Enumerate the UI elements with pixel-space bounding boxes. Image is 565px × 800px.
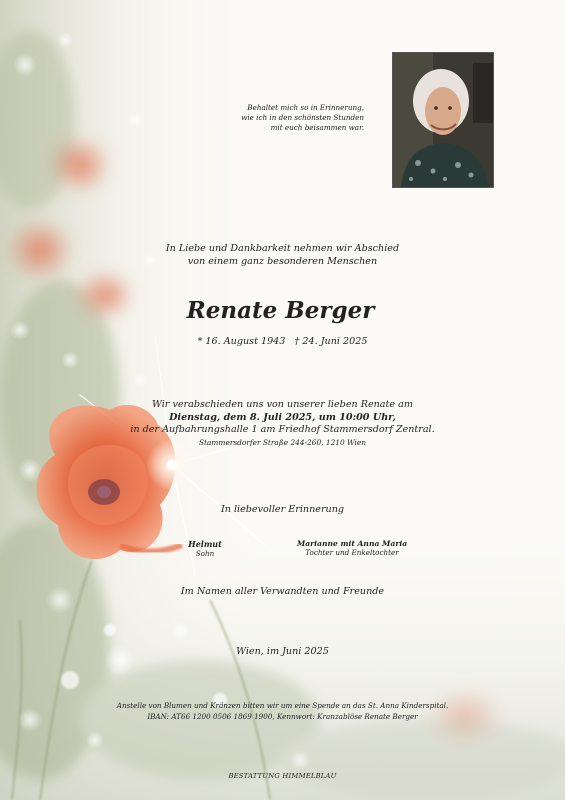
ceremony-location: in der Aufbahrungshalle 1 am Friedhof Stammersdorf Zentral. bbox=[130, 424, 435, 435]
motto-line: mit euch beisammen war. bbox=[270, 123, 364, 132]
mourner-relation: Tochter und Enkeltochter bbox=[305, 548, 399, 557]
intro-line: von einem ganz besonderen Menschen bbox=[187, 256, 378, 267]
motto-line: Behaltet mich so in Erinnerung, bbox=[247, 103, 364, 112]
mourner-name: Helmut bbox=[188, 539, 222, 549]
mourner-son bbox=[150, 539, 260, 558]
life-dates: * 16. August 1943 † 24. Juni 2025 bbox=[197, 336, 368, 347]
mourner-name: Marianne mit Anna Maria bbox=[296, 539, 408, 548]
donation-line: IBAN: AT66 1200 0506 1869 1900, Kennwort: Kranzablöse Renate Berger bbox=[147, 712, 418, 721]
motto-line: wie ich in den schönsten Stunden bbox=[241, 113, 364, 122]
relatives-text: Im Namen aller Verwandten und Freunde bbox=[180, 586, 385, 597]
place-date: Wien, im Juni 2025 bbox=[236, 646, 329, 657]
motto-quote bbox=[214, 103, 364, 133]
ceremony-date-time: Dienstag, dem 8. Juli 2025, um 10:00 Uhr, bbox=[169, 411, 396, 423]
remembrance-text: In liebevoller Erinnerung bbox=[220, 504, 345, 515]
portrait-photo-image bbox=[393, 53, 493, 187]
mourner-relation: Sohn bbox=[195, 549, 215, 558]
intro-line: In Liebe und Dankbarkeit nehmen wir Abschied bbox=[165, 243, 400, 254]
portrait-photo bbox=[392, 52, 494, 188]
intro-text bbox=[0, 242, 565, 268]
ceremony-address: Stammersdorfer Straße 244-260, 1210 Wien bbox=[198, 437, 367, 447]
undertaker-name: BESTATTUNG HIMMELBLAU bbox=[228, 772, 337, 780]
donation-note bbox=[0, 700, 565, 722]
donation-line: Anstelle von Blumen und Kränzen bitten wir um eine Spende an das St. Anna Kinderspital. bbox=[116, 701, 449, 710]
mourner-daughter bbox=[272, 539, 432, 557]
ceremony-info bbox=[0, 399, 565, 448]
ceremony-intro: Wir verabschieden uns von unserer lieben Renate am bbox=[152, 399, 413, 410]
deceased-name: Renate Berger bbox=[186, 297, 375, 324]
